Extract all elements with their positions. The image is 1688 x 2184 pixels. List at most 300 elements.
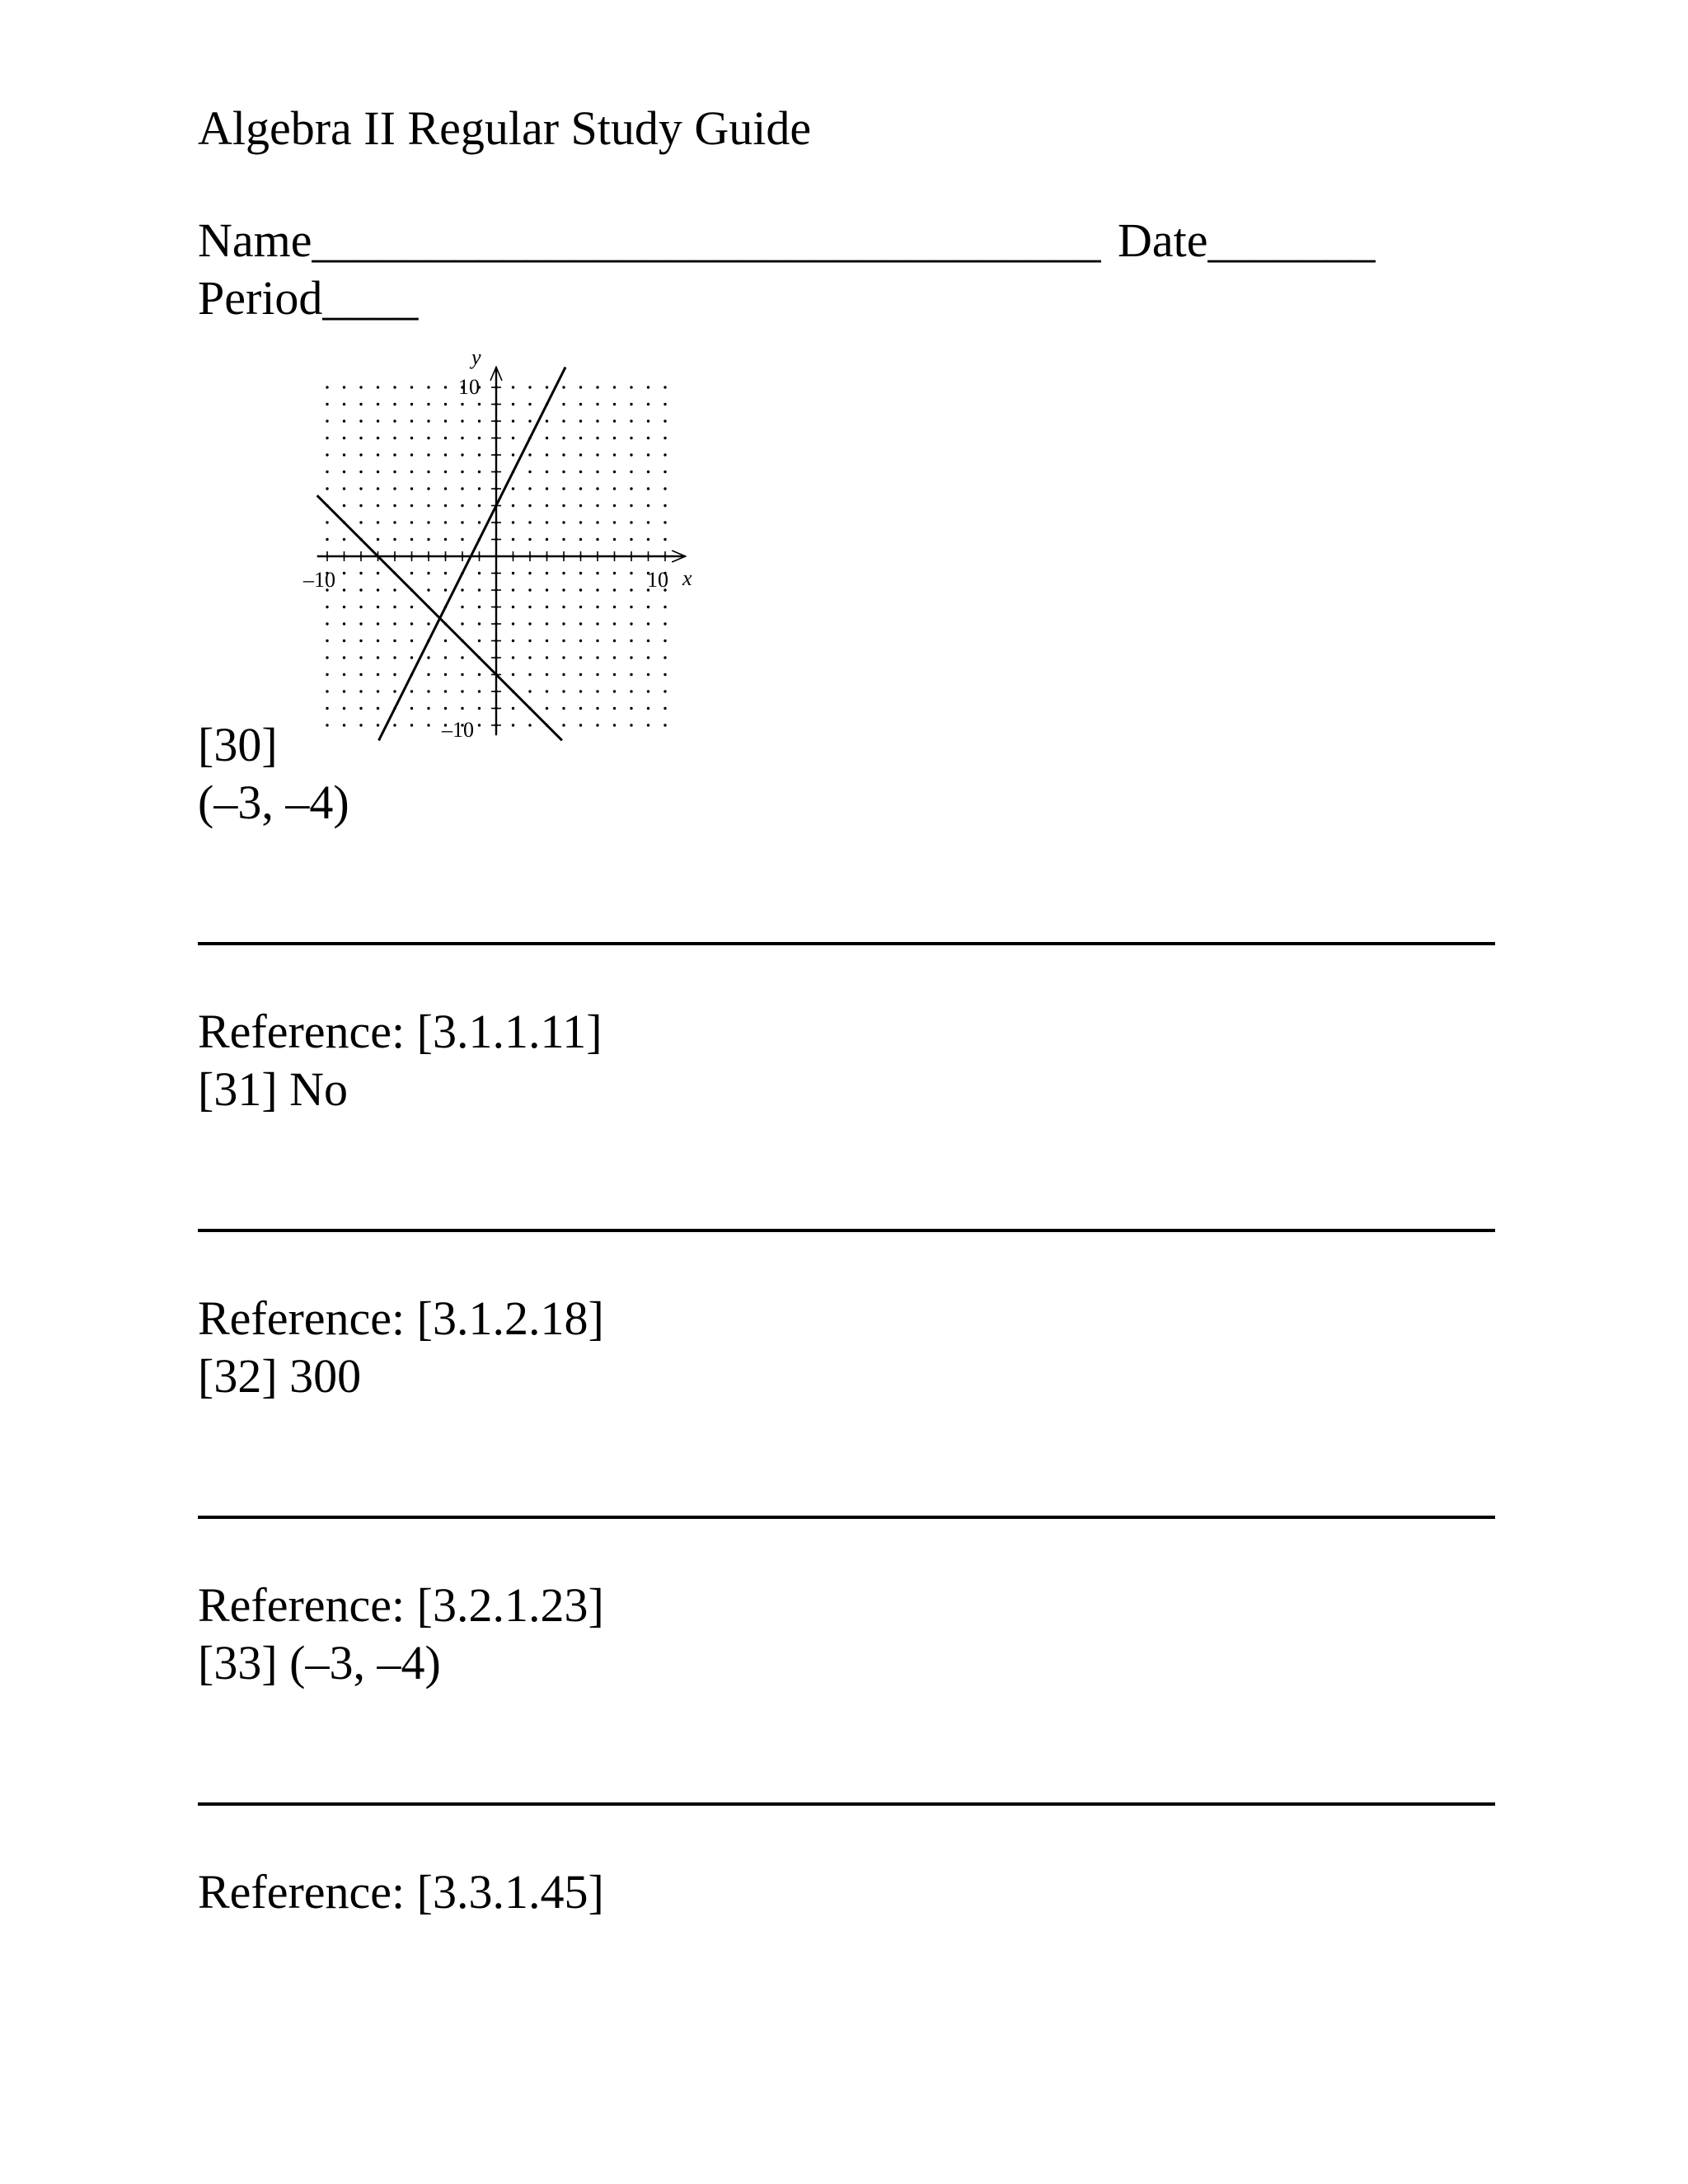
- grid-dot: [528, 538, 531, 541]
- grid-dot: [326, 471, 328, 473]
- grid-dot: [393, 690, 396, 692]
- date-field-line[interactable]: Date_______: [1118, 213, 1376, 267]
- grid-dot: [596, 622, 598, 625]
- grid-dot: [613, 707, 616, 710]
- grid-dot: [546, 572, 548, 574]
- grid-dot: [528, 521, 531, 523]
- grid-dot: [596, 606, 598, 608]
- grid-dot: [528, 673, 531, 676]
- grid-dot: [444, 707, 447, 710]
- grid-dot: [647, 724, 649, 726]
- grid-dot: [512, 538, 514, 541]
- grid-dot: [613, 521, 616, 523]
- grid-dot: [359, 640, 362, 642]
- grid-dot: [343, 673, 345, 676]
- grid-dot: [630, 471, 632, 473]
- grid-dot: [630, 453, 632, 456]
- grid-dot: [613, 453, 616, 456]
- grid-dot: [343, 656, 345, 658]
- grid-dot: [427, 656, 429, 658]
- grid-dot: [528, 386, 531, 388]
- grid-dot: [663, 690, 666, 692]
- grid-dot: [478, 419, 481, 422]
- grid-dot: [647, 471, 649, 473]
- grid-dot: [393, 403, 396, 405]
- grid-dot: [596, 487, 598, 490]
- grid-dot: [359, 471, 362, 473]
- x-axis-label: x: [682, 566, 692, 590]
- grid-dot: [562, 656, 565, 658]
- grid-dot: [444, 504, 447, 507]
- grid-dot: [343, 606, 345, 608]
- grid-dot: [663, 437, 666, 439]
- grid-dot: [546, 606, 548, 608]
- grid-dot: [512, 724, 514, 726]
- grid-dot: [393, 588, 396, 591]
- grid-dot: [579, 521, 582, 523]
- grid-dot: [444, 521, 447, 523]
- grid-dot: [359, 724, 362, 726]
- grid-dot: [546, 471, 548, 473]
- tick-label-y-min: –10: [442, 718, 474, 742]
- y-axis-label: y: [471, 346, 481, 369]
- grid-dot: [343, 588, 345, 591]
- grid-dot: [444, 673, 447, 676]
- grid-dot: [663, 403, 666, 405]
- grid-dot: [326, 622, 328, 625]
- grid-dot: [663, 504, 666, 507]
- grid-dot: [546, 673, 548, 676]
- grid-dot: [562, 504, 565, 507]
- grid-dot: [562, 690, 565, 692]
- grid-dot: [663, 386, 666, 388]
- grid-dot: [478, 487, 481, 490]
- grid-dot: [596, 690, 598, 692]
- grid-dot: [478, 690, 481, 692]
- item-31-answer: [31] No: [198, 1062, 349, 1116]
- grid-dot: [596, 588, 598, 591]
- grid-dot: [630, 690, 632, 692]
- grid-dot: [326, 453, 328, 456]
- grid-dot: [343, 419, 345, 422]
- grid-dot: [461, 487, 463, 490]
- grid-dot: [528, 572, 531, 574]
- grid-dot: [512, 487, 514, 490]
- grid-dot: [546, 453, 548, 456]
- grid-dot: [377, 521, 379, 523]
- grid-dot: [613, 437, 616, 439]
- tick-label-x-min: –10: [303, 568, 335, 592]
- grid-dot: [377, 690, 379, 692]
- grid-dot: [596, 538, 598, 541]
- grid-dot: [461, 622, 463, 625]
- grid-dot: [562, 622, 565, 625]
- grid-dot: [410, 419, 413, 422]
- grid-dot: [444, 487, 447, 490]
- grid-dot: [461, 453, 463, 456]
- grid-dot: [343, 403, 345, 405]
- grid-dot: [410, 487, 413, 490]
- grid-dot: [596, 386, 598, 388]
- grid-dot: [461, 521, 463, 523]
- graph-line-2: [317, 495, 562, 740]
- grid-dot: [377, 487, 379, 490]
- grid-dot: [461, 707, 463, 710]
- grid-dot: [427, 504, 429, 507]
- grid-dot: [512, 656, 514, 658]
- grid-dot: [512, 606, 514, 608]
- grid-dot: [663, 673, 666, 676]
- grid-dot: [562, 386, 565, 388]
- grid-dot: [528, 656, 531, 658]
- grid-dot: [546, 386, 548, 388]
- grid-dot: [512, 453, 514, 456]
- grid-dot: [478, 673, 481, 676]
- grid-dot: [630, 622, 632, 625]
- grid-dot: [410, 690, 413, 692]
- grid-dot: [596, 656, 598, 658]
- grid-dot: [613, 386, 616, 388]
- item-31-reference: Reference: [3.1.2.18]: [198, 1291, 604, 1345]
- grid-dot: [427, 471, 429, 473]
- grid-dot: [478, 606, 481, 608]
- grid-dot: [512, 437, 514, 439]
- grid-dot: [579, 419, 582, 422]
- grid-dot: [393, 640, 396, 642]
- grid-dot: [528, 504, 531, 507]
- grid-dot: [663, 724, 666, 726]
- grid-dot: [377, 453, 379, 456]
- grid-dot: [478, 403, 481, 405]
- grid-dot: [410, 437, 413, 439]
- grid-dot: [326, 538, 328, 541]
- grid-dot: [326, 606, 328, 608]
- grid-dot: [562, 487, 565, 490]
- grid-dot: [613, 572, 616, 574]
- grid-dot: [528, 622, 531, 625]
- grid-dot: [663, 656, 666, 658]
- grid-dot: [393, 538, 396, 541]
- grid-dot: [427, 588, 429, 591]
- grid-dot: [359, 487, 362, 490]
- grid-dot: [377, 707, 379, 710]
- grid-dot: [393, 437, 396, 439]
- coordinate-graph: [297, 346, 725, 758]
- grid-dot: [562, 437, 565, 439]
- grid-dot: [528, 724, 531, 726]
- grid-dot: [579, 606, 582, 608]
- grid-dot: [359, 656, 362, 658]
- grid-dot: [359, 707, 362, 710]
- grid-dot: [546, 640, 548, 642]
- grid-dot: [528, 606, 531, 608]
- grid-dot: [647, 504, 649, 507]
- grid-dot: [579, 572, 582, 574]
- grid-dot: [377, 419, 379, 422]
- grid-dot: [377, 656, 379, 658]
- grid-dot: [613, 622, 616, 625]
- grid-dot: [377, 673, 379, 676]
- grid-dot: [546, 504, 548, 507]
- grid-dot: [512, 386, 514, 388]
- item-33-reference: Reference: [3.3.1.45]: [198, 1865, 604, 1919]
- grid-dot: [478, 453, 481, 456]
- grid-dot: [528, 471, 531, 473]
- grid-dot: [596, 403, 598, 405]
- grid-dot: [512, 403, 514, 405]
- grid-dot: [630, 437, 632, 439]
- grid-dot: [343, 453, 345, 456]
- grid-dot: [579, 487, 582, 490]
- graph-lines: [317, 367, 565, 740]
- grid-dot: [613, 724, 616, 726]
- grid-dot: [647, 437, 649, 439]
- grid-dot: [562, 673, 565, 676]
- grid-dot: [410, 656, 413, 658]
- grid-dot: [579, 673, 582, 676]
- grid-dot: [579, 437, 582, 439]
- grid-dot: [461, 690, 463, 692]
- grid-dot: [562, 588, 565, 591]
- grid-dot: [461, 588, 463, 591]
- grid-dot: [478, 572, 481, 574]
- grid-dot: [647, 606, 649, 608]
- grid-dot: [359, 386, 362, 388]
- grid-dot: [326, 403, 328, 405]
- grid-dot: [562, 471, 565, 473]
- grid-dot: [630, 724, 632, 726]
- item-30-answer: (–3, –4): [198, 776, 349, 829]
- grid-dot: [579, 690, 582, 692]
- grid-dot: [427, 419, 429, 422]
- grid-dot: [393, 521, 396, 523]
- grid-dot: [663, 487, 666, 490]
- name-field-line[interactable]: Name_________________________________: [198, 213, 1101, 267]
- grid-dot: [579, 538, 582, 541]
- grid-dot: [546, 419, 548, 422]
- grid-dot: [613, 606, 616, 608]
- grid-dot: [326, 487, 328, 490]
- grid-dot: [613, 419, 616, 422]
- grid-dot: [427, 572, 429, 574]
- grid-dot: [647, 656, 649, 658]
- grid-dot: [613, 640, 616, 642]
- grid-dot: [579, 707, 582, 710]
- grid-dot: [647, 673, 649, 676]
- grid-dot: [343, 622, 345, 625]
- grid-dot: [377, 504, 379, 507]
- grid-dot: [393, 622, 396, 625]
- grid-dot: [326, 707, 328, 710]
- grid-dot: [359, 453, 362, 456]
- grid-dot: [444, 437, 447, 439]
- grid-dot: [579, 471, 582, 473]
- grid-dot: [630, 403, 632, 405]
- grid-dot: [647, 640, 649, 642]
- grid-dot: [647, 403, 649, 405]
- grid-dot: [410, 622, 413, 625]
- grid-dot: [579, 622, 582, 625]
- grid-dot: [512, 707, 514, 710]
- grid-dot: [427, 403, 429, 405]
- grid-dot: [444, 453, 447, 456]
- grid-dot: [444, 588, 447, 591]
- grid-dot: [343, 690, 345, 692]
- grid-dot: [579, 588, 582, 591]
- grid-dot: [562, 707, 565, 710]
- grid-dot: [512, 504, 514, 507]
- grid-dot: [343, 487, 345, 490]
- divider-2: [198, 1229, 1495, 1232]
- grid-dot: [613, 588, 616, 591]
- grid-dot: [343, 640, 345, 642]
- grid-dot: [613, 690, 616, 692]
- grid-dot: [630, 386, 632, 388]
- grid-dot: [461, 403, 463, 405]
- tick-label-y-max: 10: [458, 375, 480, 399]
- grid-dot: [663, 419, 666, 422]
- grid-dot: [461, 437, 463, 439]
- tick-label-x-max: 10: [647, 568, 668, 592]
- grid-dot: [444, 640, 447, 642]
- grid-dot: [562, 572, 565, 574]
- grid-dot: [613, 403, 616, 405]
- grid-dot: [647, 538, 649, 541]
- grid-dot: [562, 724, 565, 726]
- grid-dot: [427, 690, 429, 692]
- grid-dot: [528, 487, 531, 490]
- divider-3: [198, 1516, 1495, 1519]
- grid-dot: [427, 673, 429, 676]
- grid-dot: [596, 572, 598, 574]
- grid-dot: [596, 471, 598, 473]
- grid-dot: [596, 673, 598, 676]
- grid-dot: [546, 656, 548, 658]
- grid-dot: [393, 487, 396, 490]
- graph-line-1: [379, 367, 566, 740]
- grid-dot: [613, 487, 616, 490]
- grid-dot: [613, 471, 616, 473]
- grid-dot: [478, 622, 481, 625]
- grid-dot: [427, 386, 429, 388]
- grid-dot: [630, 707, 632, 710]
- grid-dot: [630, 538, 632, 541]
- grid-dot: [343, 572, 345, 574]
- grid-dot: [647, 690, 649, 692]
- grid-dot: [528, 640, 531, 642]
- grid-dot: [410, 538, 413, 541]
- grid-dot: [546, 487, 548, 490]
- grid-dot: [410, 504, 413, 507]
- grid-dot: [377, 437, 379, 439]
- grid-dot: [562, 538, 565, 541]
- grid-dot: [596, 453, 598, 456]
- grid-dot: [647, 419, 649, 422]
- grid-dot: [546, 622, 548, 625]
- grid-dot: [630, 640, 632, 642]
- item-32-reference: Reference: [3.2.1.23]: [198, 1578, 604, 1632]
- grid-dot: [596, 521, 598, 523]
- grid-dot: [410, 724, 413, 726]
- grid-dot: [546, 707, 548, 710]
- grid-dot: [359, 622, 362, 625]
- grid-dot: [377, 622, 379, 625]
- grid-dot: [326, 386, 328, 388]
- grid-dot: [663, 471, 666, 473]
- grid-dot: [410, 521, 413, 523]
- grid-dot: [512, 640, 514, 642]
- grid-dot: [326, 640, 328, 642]
- grid-dot: [647, 386, 649, 388]
- grid-dot: [427, 437, 429, 439]
- grid-dot: [393, 386, 396, 388]
- grid-dot: [630, 521, 632, 523]
- grid-dot: [546, 437, 548, 439]
- grid-dot: [579, 724, 582, 726]
- grid-dot: [630, 673, 632, 676]
- grid-dot: [444, 386, 447, 388]
- grid-dot: [647, 622, 649, 625]
- grid-dot: [579, 656, 582, 658]
- grid-dot: [326, 673, 328, 676]
- grid-dot: [478, 640, 481, 642]
- grid-dot: [579, 403, 582, 405]
- grid-dot: [427, 487, 429, 490]
- grid-dot: [410, 471, 413, 473]
- grid-dot: [427, 707, 429, 710]
- grid-dot: [528, 419, 531, 422]
- grid-dot: [377, 588, 379, 591]
- divider-1: [198, 942, 1495, 945]
- period-field-line[interactable]: Period____: [198, 271, 419, 325]
- grid-dot: [343, 724, 345, 726]
- grid-dot: [461, 419, 463, 422]
- grid-dot: [528, 403, 531, 405]
- grid-dot: [359, 504, 362, 507]
- grid-dot: [512, 588, 514, 591]
- grid-dot: [377, 538, 379, 541]
- grid-dot: [393, 606, 396, 608]
- grid-dot: [613, 656, 616, 658]
- grid-dot: [647, 521, 649, 523]
- grid-dot: [630, 504, 632, 507]
- grid-dot: [478, 504, 481, 507]
- grid-dot: [546, 521, 548, 523]
- grid-dot: [630, 572, 632, 574]
- grid-dot: [359, 437, 362, 439]
- grid-dot: [326, 724, 328, 726]
- grid-dot: [647, 453, 649, 456]
- grid-dot: [512, 419, 514, 422]
- divider-4: [198, 1802, 1495, 1806]
- grid-dot: [393, 504, 396, 507]
- grid-dot: [377, 724, 379, 726]
- grid-dot: [393, 419, 396, 422]
- grid-dot: [377, 471, 379, 473]
- grid-dot: [546, 588, 548, 591]
- grid-dot: [579, 453, 582, 456]
- grid-dot: [326, 437, 328, 439]
- grid-dot: [546, 690, 548, 692]
- grid-dot: [562, 640, 565, 642]
- grid-dot: [444, 419, 447, 422]
- grid-dot: [596, 437, 598, 439]
- grid-dot: [410, 453, 413, 456]
- grid-dot: [410, 640, 413, 642]
- grid-dot: [410, 707, 413, 710]
- grid-dot: [663, 538, 666, 541]
- grid-dot: [393, 471, 396, 473]
